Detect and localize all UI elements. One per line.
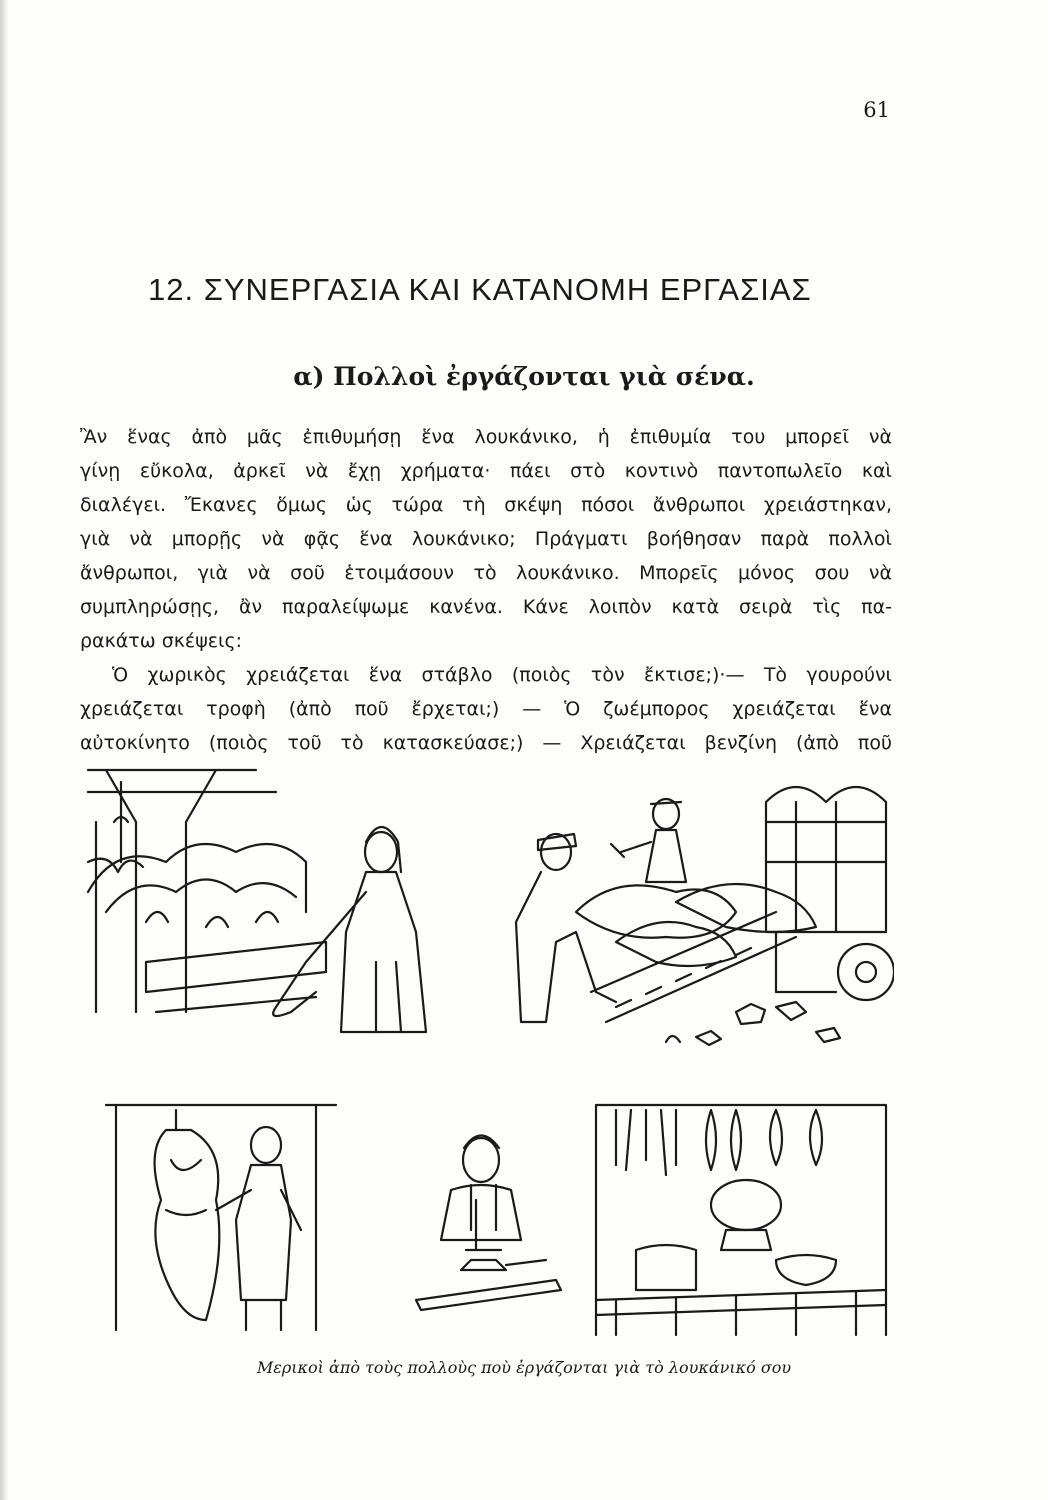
text-line: χρειάζεται τροφὴ (ἀπὸ ποῦ ἔρχεται;) — Ὁ ζωέμπορος χρειάζεται ἕνα [80,698,892,720]
illustration-farm-scene [76,762,894,1052]
text-line: Ἂν ἕνας ἀπὸ μᾶς ἐπιθυμήσῃ ἕνα λουκάνικο, ἡ ἐπιθυμία του μπορεῖ νὰ [80,426,892,448]
page-number: 61 [863,98,890,122]
inspector-with-microscope-drawing [416,1136,561,1311]
section-title: α) Πολλοὶ ἐργάζονται γιὰ σένα. [293,362,755,391]
pigsty-drawing [88,770,326,1012]
text-line: συμπληρώσῃς, ἂν παραλείψωμε κανένα. Κάνε λοιπὸν κατὰ σειρὰ τὶς πα- [80,596,892,618]
text-line: Ὁ χωρικὸς χρειάζεται ἕνα στάβλο (ποιὸς τὸν ἔκτισε;)·— Τὸ γουρούνι [112,664,892,686]
page-binding-edge [0,0,8,1500]
body-paragraph [80,420,892,760]
farmer-with-stick-drawing [611,799,686,882]
figure-caption: Μερικοὶ ἀπὸ τοὺς πολλοὺς ποὺ ἐργάζονται γιὰ τὸ λουκάνικό σου [256,1358,792,1377]
text-line: αὐτοκίνητο (ποιὸς τοῦ τὸ κατασκεύασε;) — Χρειάζεται βενζίνη (ἀπὸ ποῦ [80,732,892,754]
text-line: γίνῃ εὔκολα, ἀρκεῖ νὰ ἔχῃ χρήματα· πάει στὸ κοντινὸ παντοπωλεῖο καὶ [80,460,892,482]
text-line: ἄνθρωποι, γιὰ νὰ σοῦ ἑτοιμάσουν τὸ λουκάνικο. Μπορεῖς μόνος σου νὰ [80,562,892,584]
text-line: διαλέγει. Ἔκανες ὅμως ὡς τώρα τὴ σκέψη πόσοι ἄνθρωποι χρειάστηκαν, [80,494,892,516]
farm-woman-drawing [273,827,426,1032]
stones-drawing [666,1002,840,1045]
butcher-drawing [106,1105,336,1330]
text-line: γιὰ νὰ μπορῇς νὰ φᾷς ἕνα λουκάνικο; Πράγματι βοήθησαν παρὰ πολλοὶ [80,528,892,550]
chapter-title: 12. ΣΥΝΕΡΓΑΣΙΑ ΚΑΙ ΚΑΤΑΝΟΜΗ ΕΡΓΑΣΙΑΣ [148,272,812,307]
pigs-on-ramp-drawing [576,884,816,1022]
shop-counter-drawing [596,1105,886,1335]
truck-drawing [766,787,894,1000]
text-line: ρακάτω σκέψεις: [80,630,242,652]
illustration-butcher-scene [76,1090,894,1340]
